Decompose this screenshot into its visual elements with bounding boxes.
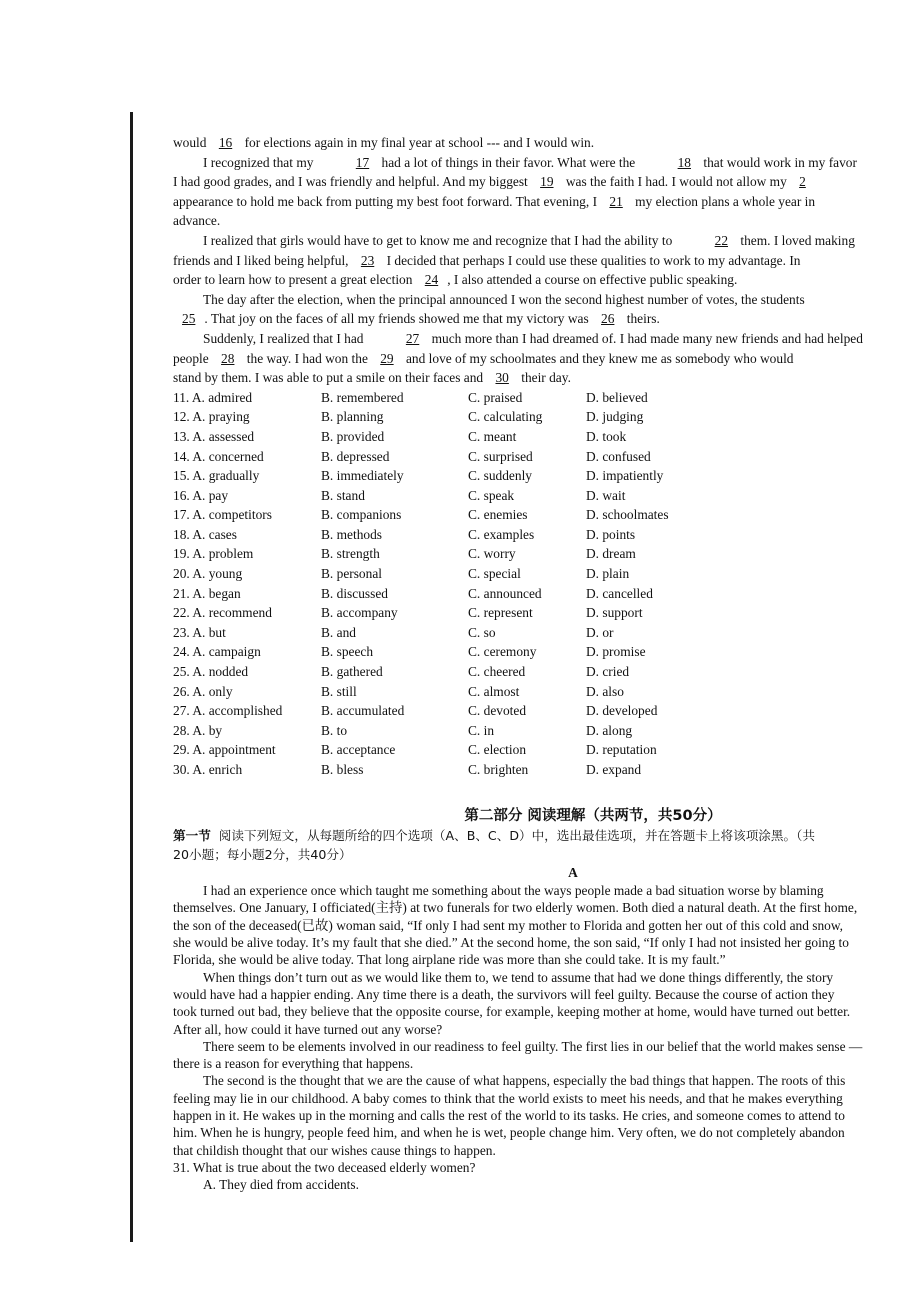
option-a: 13. A. assessed [173, 428, 255, 444]
cloze-text: . That joy on the faces of all my friends showed me that my victory was [204, 311, 593, 327]
option-row [173, 427, 920, 447]
cloze-text: The day after the election, when the principal announced I won the second highest number of votes, the students [203, 291, 805, 307]
option-c: C. special [468, 566, 521, 582]
passage-line: took turned out bad, they believe that the opposite course, for example, keeping mother at home, would have turned out better. [173, 1004, 851, 1020]
option-c: C. in [468, 722, 495, 738]
passage-line: When things don’t turn out as we would like them to, we tend to assume that had we done things differently, the story [203, 969, 834, 985]
option-a: 30. A. enrich [173, 762, 243, 777]
cloze-line [173, 329, 920, 349]
option-row [173, 682, 920, 702]
option-a: 14. A. concerned [173, 448, 264, 464]
option-a: 12. A. praying [173, 409, 250, 425]
option-c: C. calculating [468, 409, 543, 425]
cloze-text: the way. I had won the [243, 350, 372, 366]
option-b: B. bless [321, 762, 364, 777]
cloze-text: order to learn how to present a great election [173, 272, 416, 288]
option-b: B. planning [321, 409, 384, 425]
cloze-line [173, 368, 920, 388]
section-label: 第一节 [173, 828, 211, 844]
passage-line: she would be alive today. It’s my fault that she died.” At the second home, the son said, “If only I had not insisted her going to [173, 935, 849, 951]
cloze-text: was the faith I had. I would not allow my [562, 174, 791, 190]
blank-21: 21 [609, 193, 623, 209]
cloze-line [173, 153, 920, 173]
option-d: D. points [586, 526, 636, 542]
option-row [173, 447, 920, 467]
cloze-text: I recognized that my [203, 154, 317, 170]
passage-line: the son of the deceased(已故) woman said, “If only I had sent my mother to Florida and gotten her out of this cold and snow, [173, 917, 843, 933]
margin-rule [130, 112, 133, 1242]
blank-17: 17 [355, 154, 370, 170]
option-a: 23. A. but [173, 624, 226, 640]
option-b: B. discussed [321, 585, 388, 601]
blank-18: 18 [677, 154, 691, 170]
option-d: D. judging [586, 409, 644, 425]
option-b: B. immediately [321, 468, 404, 484]
cloze-text: friends and I liked being helpful, [173, 252, 352, 268]
option-b: B. companions [321, 507, 402, 523]
option-a: 11. A. admired [173, 389, 253, 405]
option-a: 16. A. pay [173, 487, 229, 503]
section-instruction [173, 826, 920, 845]
cloze-text: I decided that perhaps I could use these qualities to work to my advantage. In [383, 252, 801, 268]
blank-29: 29 [380, 350, 394, 366]
cloze-text: theirs. [623, 311, 660, 327]
cloze-text: my election plans a whole year in [631, 193, 816, 209]
option-b: B. speech [321, 644, 374, 660]
option-d: D. took [586, 428, 627, 444]
option-d: D. developed [586, 703, 658, 719]
option-d: D. schoolmates [586, 507, 669, 523]
passage-line: 31. What is true about the two deceased elderly women? [173, 1159, 476, 1175]
passage-line: there is a reason for everything that happens. [173, 1056, 414, 1072]
blank-19: 19 [540, 174, 554, 190]
option-b: B. remembered [321, 389, 404, 405]
cloze-text: them. I loved making [737, 232, 855, 248]
passage-line: themselves. One January, I officiated(主持) at two funerals for two elderly women. Both died a natural death. At the first home, [173, 900, 858, 916]
blank-28: 28 [221, 350, 235, 366]
cloze-text: , I also attended a course on effective public speaking. [447, 272, 738, 288]
option-row [173, 564, 920, 584]
blank-30: 30 [495, 370, 509, 386]
option-b: B. accompany [321, 605, 398, 621]
blank-27: 27 [405, 330, 420, 346]
option-d: D. wait [586, 487, 626, 503]
passage-line: happen in it. He wakes up in the morning and calls the rest of the world to its tasks. He cries, and someone comes to attend to [173, 1108, 845, 1124]
option-d: D. cancelled [586, 585, 653, 601]
option-c: C. brighten [468, 762, 529, 777]
option-a: 27. A. accomplished [173, 703, 283, 719]
passage-line: him. When he is hungry, people feed him, and when he is wet, people change him. Very often, we do not completely abandon [173, 1125, 845, 1141]
blank-24: 24 [424, 272, 439, 288]
passage-line: A. They died from accidents. [203, 1177, 359, 1193]
option-row [173, 721, 920, 741]
blank-26: 26 [601, 311, 615, 327]
passage-line: would have had a happier ending. Any time there is a death, the survivors will feel guilty. Because the course of action they [173, 986, 835, 1002]
option-a: 28. A. by [173, 722, 223, 738]
cloze-text: I had good grades, and I was friendly and helpful. And my biggest [173, 174, 532, 190]
cloze-line [173, 270, 920, 290]
option-row [173, 407, 920, 427]
reading-passage [173, 882, 920, 1193]
cloze-text: had a lot of things in their favor. What were the [378, 154, 639, 170]
cloze-options [173, 388, 920, 780]
passage-line: After all, how could it have turned out any worse? [173, 1021, 443, 1037]
cloze-line [173, 251, 920, 271]
cloze-text: advance. [173, 213, 221, 229]
option-c: C. announced [468, 585, 542, 601]
option-c: C. so [468, 624, 496, 640]
option-c: C. represent [468, 605, 533, 621]
cloze-text: stand by them. I was able to put a smile on their faces and [173, 370, 487, 386]
option-d: D. support [586, 605, 643, 621]
option-c: C. ceremony [468, 644, 537, 660]
cloze-passage [173, 133, 920, 388]
cloze-line [173, 133, 920, 153]
option-d: D. plain [586, 566, 630, 582]
cloze-line [173, 192, 920, 212]
option-a: 26. A. only [173, 683, 233, 699]
option-b: B. stand [321, 487, 365, 503]
passage-line: feeling may lie in our childhood. A baby comes to think that the world exists to meet his needs, and that he makes everything [173, 1090, 843, 1106]
blank-2: 2 [799, 174, 806, 190]
option-row [173, 505, 920, 525]
option-d: D. also [586, 683, 624, 699]
cloze-line [173, 172, 920, 192]
option-row [173, 603, 920, 623]
option-d: D. expand [586, 762, 642, 777]
cloze-line [173, 211, 920, 231]
option-row [173, 544, 920, 564]
option-row [173, 584, 920, 604]
blank-23: 23 [360, 252, 375, 268]
cloze-text: for elections again in my final year at school --- and I would win. [241, 135, 595, 150]
option-c: C. almost [468, 683, 520, 699]
passage-line: Florida, she would be alive today. That long airplane ride was more than she could take. It is my fault.” [173, 952, 726, 968]
cloze-line [173, 349, 920, 369]
option-a: 15. A. gradually [173, 468, 260, 484]
option-a: 25. A. nodded [173, 664, 249, 680]
passage-line: I had an experience once which taught me something about the ways people made a bad situation worse by blaming [203, 883, 824, 899]
option-d: D. cried [586, 664, 630, 680]
cloze-line [173, 231, 920, 251]
cloze-text: their day. [517, 370, 571, 386]
instruction-text: 阅读下列短文，从每题所给的四个选项（A、B、C、D）中，选出最佳选项，并在答题卡上将该项涂黑。（共 [218, 828, 815, 844]
option-c: C. election [468, 742, 527, 758]
part-title: 第二部分 阅读理解（共两节，共50分） [464, 807, 722, 824]
option-d: D. promise [586, 644, 646, 660]
option-c: C. surprised [468, 448, 533, 464]
option-d: D. believed [586, 389, 648, 405]
option-a: 21. A. began [173, 585, 241, 601]
option-b: B. gathered [321, 664, 383, 680]
option-row [173, 486, 920, 506]
option-b: B. provided [321, 428, 385, 444]
option-row [173, 623, 920, 643]
option-row [173, 466, 920, 486]
option-a: 24. A. campaign [173, 644, 261, 660]
option-c: C. suddenly [468, 468, 532, 484]
option-c: C. praised [468, 389, 523, 405]
cloze-line [173, 290, 920, 310]
instruction-text-2: 20小题；每小题2分，共40分） [173, 847, 352, 863]
option-d: D. impatiently [586, 468, 664, 484]
option-b: B. depressed [321, 448, 390, 464]
option-a: 18. A. cases [173, 526, 237, 542]
option-b: B. accumulated [321, 703, 405, 719]
option-c: C. meant [468, 428, 517, 444]
blank-22: 22 [714, 232, 729, 248]
option-d: D. reputation [586, 742, 657, 758]
option-row [173, 662, 920, 682]
cloze-text: much more than I had dreamed of. I had made many new friends and had helped [428, 330, 863, 346]
cloze-text: and love of my schoolmates and they knew me as somebody who would [402, 350, 794, 366]
option-b: B. methods [321, 526, 383, 542]
option-b: B. still [321, 683, 357, 699]
option-row [173, 388, 920, 408]
option-d: D. or [586, 624, 614, 640]
passage-line: There seem to be elements involved in our readiness to feel guilty. The first lies in our belief that the world makes sense — [203, 1038, 863, 1054]
exam-page [173, 133, 920, 1194]
option-row [173, 760, 920, 780]
option-row [173, 740, 920, 760]
option-c: C. examples [468, 526, 535, 542]
option-c: C. worry [468, 546, 516, 562]
option-c: C. cheered [468, 664, 526, 680]
passage-line: that childish thought that our wishes cause things to happen. [173, 1142, 496, 1158]
blank-16: 16 [218, 135, 233, 150]
option-a: 22. A. recommend [173, 605, 272, 621]
option-c: C. devoted [468, 703, 527, 719]
option-row [173, 642, 920, 662]
cloze-line [173, 309, 920, 329]
option-b: B. to [321, 722, 348, 738]
option-a: 20. A. young [173, 566, 243, 582]
cloze-text: I realized that girls would have to get to know me and recognize that I had the ability to [203, 232, 676, 248]
passage-letter: A [568, 865, 578, 881]
option-a: 17. A. competitors [173, 507, 272, 523]
option-a: 29. A. appointment [173, 742, 276, 758]
option-d: D. along [586, 722, 633, 738]
option-a: 19. A. problem [173, 546, 254, 562]
option-b: B. personal [321, 566, 382, 582]
option-d: D. dream [586, 546, 636, 562]
option-c: C. speak [468, 487, 515, 503]
option-row [173, 701, 920, 721]
passage-line: The second is the thought that we are the cause of what happens, especially the bad things that happen. The roots of this [203, 1073, 846, 1089]
cloze-text: that would work in my favor [700, 154, 857, 170]
option-b: B. and [321, 624, 356, 640]
cloze-text: would [173, 135, 210, 150]
option-row [173, 525, 920, 545]
option-b: B. strength [321, 546, 380, 562]
cloze-text: appearance to hold me back from putting my best foot forward. That evening, I [173, 193, 601, 209]
cloze-text: Suddenly, I realized that I had [203, 330, 367, 346]
blank-25: 25 [182, 311, 196, 327]
option-d: D. confused [586, 448, 651, 464]
cloze-text: people [173, 350, 213, 366]
option-c: C. enemies [468, 507, 528, 523]
option-b: B. acceptance [321, 742, 396, 758]
